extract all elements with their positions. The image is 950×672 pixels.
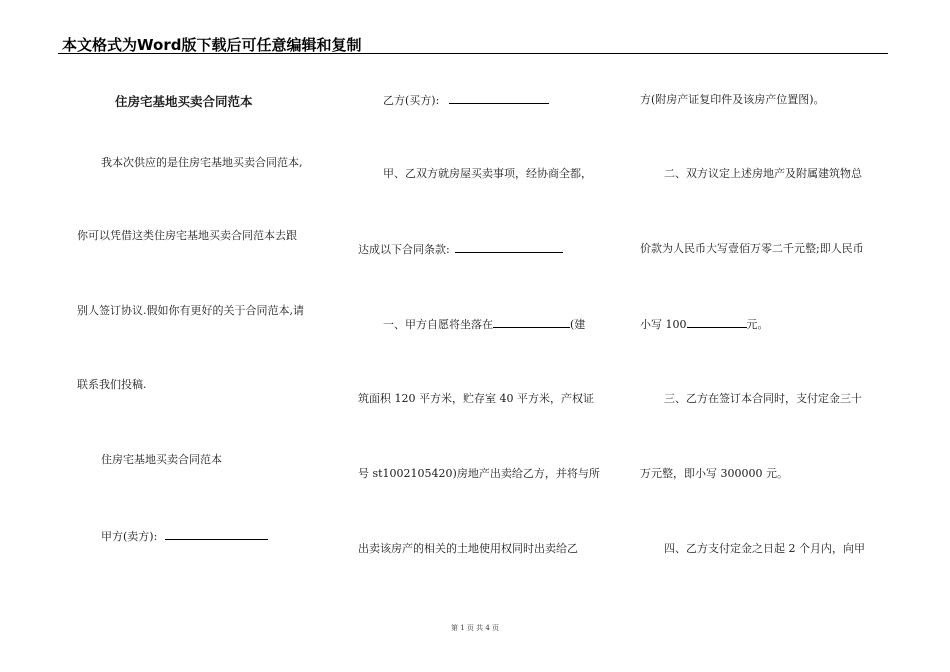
header-divider <box>58 53 888 54</box>
col1-paragraph-line-1: 我本次供应的是住房宅基地买卖合同范本, <box>101 156 303 169</box>
col3-line-7: 四、乙方支付定金之日起 2 个月内，向甲 <box>664 542 865 555</box>
party-a-line <box>101 529 268 544</box>
col3-line-5: 三、乙方在签订本合同时，支付定金三十 <box>664 392 862 405</box>
col2-line-3-pre: 一、甲方自愿将坐落在 <box>383 318 493 331</box>
col3-line-3: 价款为人民币大写壹佰万零二千元整;即人民币 <box>640 242 864 255</box>
col2-line-6: 出卖该房产的相关的土地使用权同时出卖给乙 <box>358 542 578 555</box>
col2-line-4: 筑面积 120 平方米，贮存室 40 平方米，产权证 <box>358 392 594 405</box>
col3-line-4-pre: 小写 100 <box>640 318 687 331</box>
page-number-footer: 第 1 页 共 4 页 <box>450 624 500 632</box>
col1-contract-subtitle: 住房宅基地买卖合同范本 <box>101 453 222 466</box>
party-a-label: 甲方(卖方): <box>101 530 158 543</box>
party-b-blank <box>449 93 549 104</box>
col3-line-6: 万元整，即小写 300000 元。 <box>640 467 788 480</box>
col2-line-3-post: (建 <box>570 318 586 331</box>
col3-line-4-post: 元。 <box>746 318 769 331</box>
col1-paragraph-line-2: 你可以凭借这类住房宅基地买卖合同范本去跟 <box>77 229 297 242</box>
party-a-blank <box>165 529 268 540</box>
col2-line-2 <box>358 242 563 257</box>
document-header-title: 本文格式为Word版下载后可任意编辑和复制 <box>62 36 362 54</box>
amount-blank <box>687 317 747 328</box>
party-b-line <box>383 93 549 108</box>
contract-terms-blank <box>455 242 563 253</box>
col1-paragraph-line-4: 联系我们投稿. <box>77 378 147 391</box>
col1-paragraph-line-3: 别人签订协议.假如你有更好的关于合同范本,请 <box>77 304 304 317</box>
col2-line-1: 甲、乙双方就房屋买卖事项，经协商全都， <box>383 167 592 180</box>
party-b-label: 乙方(买方): <box>383 94 440 107</box>
document-title: 住房宅基地买卖合同范本 <box>115 94 253 109</box>
col3-line-1: 方(附房产证复印件及该房产位置图)。 <box>640 93 825 106</box>
col3-line-2: 二、双方议定上述房地产及附属建筑物总 <box>664 167 862 180</box>
col2-line-2-text: 达成以下合同条款: <box>358 243 450 256</box>
location-blank <box>493 317 570 328</box>
col3-line-4 <box>640 317 769 332</box>
col2-line-5: 号 st1002105420)房地产出卖给乙方，并将与所 <box>358 467 600 480</box>
col2-line-3 <box>383 317 585 332</box>
